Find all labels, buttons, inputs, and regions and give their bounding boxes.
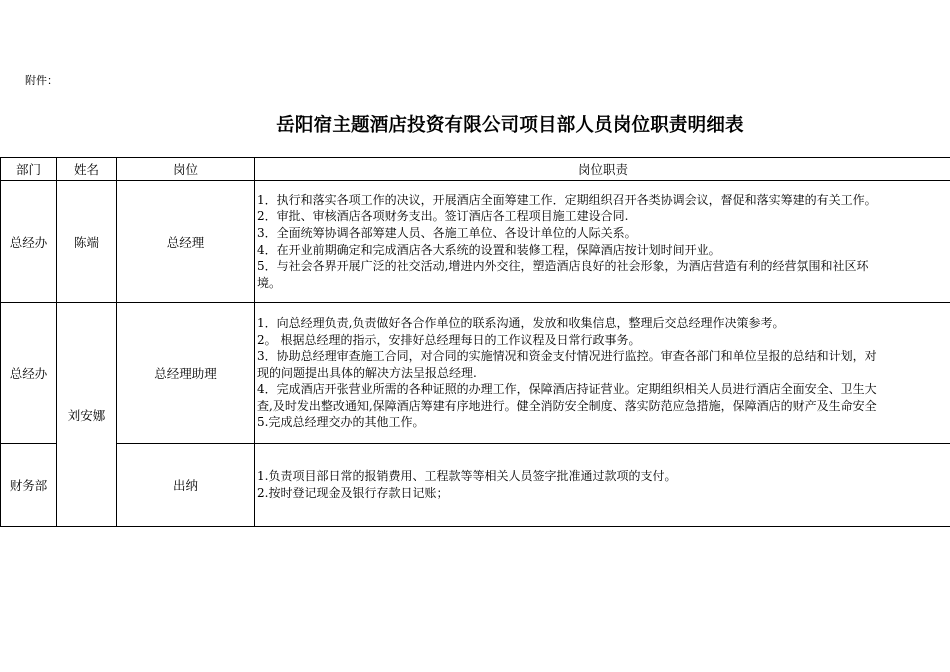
- table-row: [1, 444, 950, 527]
- duty-line: 5．与社会各界开展广泛的社交活动,增进内外交往，塑造酒店良好的社会形象，为酒店营造有利的经营氛围和社区环: [257, 259, 869, 274]
- duty-line: 4．完成酒店开张营业所需的各种证照的办理工作，保障酒店持证营业。定期组织相关人员进行酒店全面安全、卫生大: [257, 382, 877, 397]
- duty-line: 查,及时发出整改通知,保障酒店筹建有序地进行。健全消防安全制度、落实防范应急措施，保障酒店的财产及生命安全: [257, 398, 877, 413]
- header-row: [1, 158, 950, 181]
- table-row: [1, 181, 950, 303]
- cell-name: 陈端: [57, 181, 117, 303]
- table-row: [1, 303, 950, 444]
- cell-dept: 总经办: [1, 303, 57, 444]
- duty-line: 境。: [257, 275, 282, 290]
- duty-line: 3．协助总经理审查施工合同，对合同的实施情况和资金支付情况进行监控。审查各部门和单位呈报的总结和计划，对: [257, 349, 877, 364]
- header-dept: 部门: [1, 158, 57, 181]
- duty-line: 3．全面统筹协调各部筹建人员、各施工单位、各设计单位的人际关系。: [257, 225, 637, 240]
- cell-post: 总经理助理: [117, 303, 255, 444]
- document-title: 岳阳宿主题酒店投资有限公司项目部人员岗位职责明细表: [276, 115, 744, 136]
- cell-name: 刘安娜: [57, 303, 117, 527]
- header-duties: [255, 158, 950, 181]
- cell-dept: 财务部: [1, 444, 57, 527]
- header-name: 姓名: [57, 158, 117, 181]
- cell-post: 总经理: [117, 181, 255, 303]
- duty-line: 4．在开业前期确定和完成酒店各大系统的设置和装修工程，保障酒店按计划时间开业。: [257, 242, 721, 257]
- duty-line: 5.完成总经理交办的其他工作。: [257, 415, 425, 430]
- duty-table: [0, 157, 950, 527]
- duty-line: 1．向总经理负责,负责做好各合作单位的联系沟通，发放和收集信息，整理后交总经理作决策参考。: [257, 315, 785, 330]
- cell-dept: 总经办: [1, 181, 57, 303]
- duty-line: 2.按时登记现金及银行存款日记账；: [257, 486, 449, 500]
- header-post: 岗位: [117, 158, 255, 181]
- duty-line: 2．审批、审核酒店各项财务支出。签订酒店各工程项目施工建设合同.: [257, 209, 629, 224]
- cell-post: 出纳: [117, 444, 255, 527]
- cell-duties: [255, 444, 950, 527]
- cell-duties: [255, 303, 950, 444]
- duty-line: 现的问题提出具体的解决方法呈报总经理.: [257, 365, 477, 380]
- header-duties-label: 岗位职责: [577, 162, 628, 177]
- duty-line: 2。 根据总经理的指示，安排好总经理每日的工作议程及日常行政事务。: [257, 332, 641, 347]
- attachment-label: 附件：: [25, 74, 58, 87]
- duty-line: 1.负责项目部日常的报销费用、工程款等等相关人员签字批准通过款项的支付。: [257, 469, 677, 484]
- cell-duties: [255, 181, 950, 303]
- duty-line: 1．执行和落实各项工作的决议，开展酒店全面筹建工作．定期组织召开各类协调会议，督促和落实筹建的有关工作。: [257, 192, 877, 207]
